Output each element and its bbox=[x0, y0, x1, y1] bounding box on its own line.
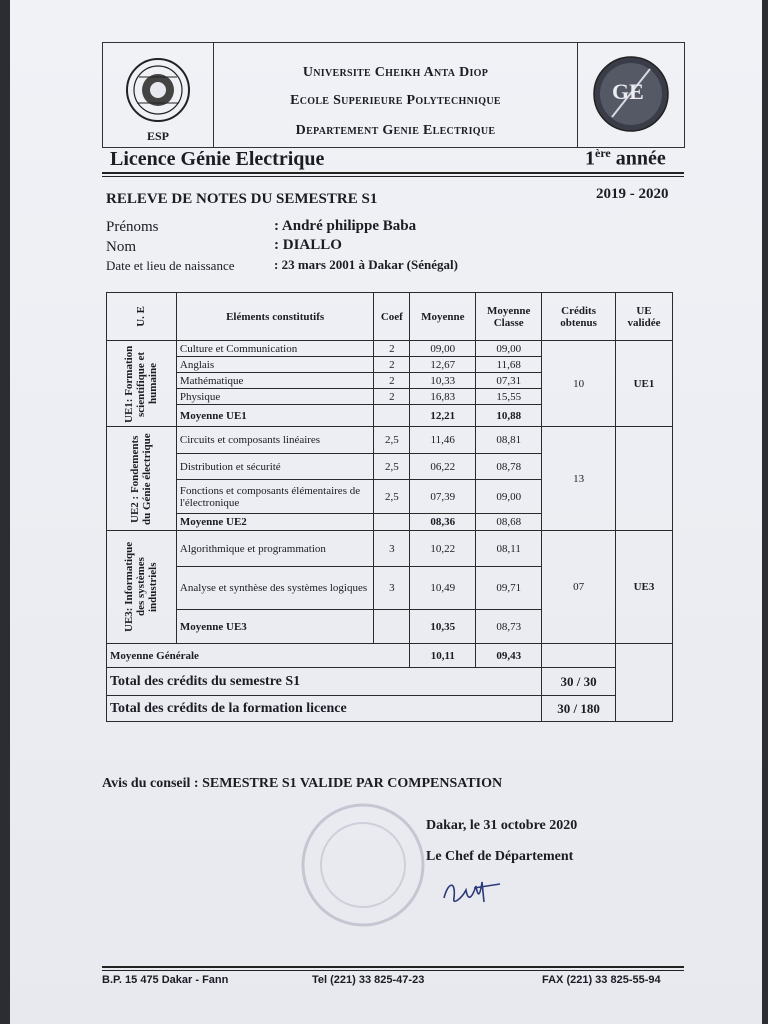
prenoms-value: : André philippe Baba bbox=[274, 218, 417, 234]
document-title: RELEVE DE NOTES DU SEMESTRE S1 bbox=[106, 191, 378, 207]
university-name: Universite Cheikh Anta Diop bbox=[302, 65, 489, 80]
element-cell: Distribution et sécurité bbox=[176, 454, 373, 480]
naissance-value: : 23 mars 2001 à Dakar (Sénégal) bbox=[274, 257, 458, 272]
footer-rule bbox=[102, 966, 684, 968]
moyenne-cell: 10,49 bbox=[410, 567, 476, 610]
moyenne-ue: 08,36 bbox=[410, 514, 476, 531]
stamp-icon bbox=[298, 800, 428, 930]
ue3-validee: UE3 bbox=[616, 531, 673, 644]
moyenne-cell: 06,22 bbox=[410, 454, 476, 480]
moyenne-ue-label: Moyenne UE3 bbox=[176, 610, 373, 644]
ge-logo-cell bbox=[577, 43, 684, 147]
ge-logo-text: GE bbox=[612, 79, 644, 104]
coef-cell bbox=[374, 514, 410, 531]
moyenne-cell: 10,33 bbox=[410, 373, 476, 389]
table-header-row bbox=[107, 293, 673, 341]
year-word: année bbox=[615, 147, 666, 170]
institution-names bbox=[214, 43, 577, 147]
esp-seal-icon bbox=[125, 57, 191, 123]
licence-title: Licence Génie Electrique bbox=[110, 148, 325, 170]
credits-semestre-value: 30 / 30 bbox=[542, 668, 616, 696]
element-cell: Anglais bbox=[176, 357, 373, 373]
naissance-label: Date et lieu de naissance bbox=[106, 258, 235, 273]
col-moyenne: Moyenne bbox=[410, 293, 476, 341]
ue3-credits: 07 bbox=[542, 531, 616, 644]
year-superscript: ère bbox=[595, 146, 611, 160]
coef-cell: 2,5 bbox=[374, 480, 410, 514]
moyenne-cell: 12,67 bbox=[410, 357, 476, 373]
moyenne-cell: 09,00 bbox=[410, 341, 476, 357]
moyenne-cell: 11,46 bbox=[410, 427, 476, 454]
moyenne-ue-classe: 08,73 bbox=[476, 610, 542, 644]
classe-cell: 15,55 bbox=[476, 389, 542, 405]
classe-cell: 09,00 bbox=[476, 341, 542, 357]
moyenne-generale-classe: 09,43 bbox=[476, 644, 542, 668]
ue2-credits: 13 bbox=[542, 427, 616, 531]
department-name: Departement Genie Electrique bbox=[295, 123, 496, 138]
footer-address: B.P. 15 475 Dakar - Fann bbox=[102, 974, 229, 986]
nom-value: : DIALLO bbox=[274, 237, 342, 253]
table-row bbox=[107, 427, 673, 454]
moyenne-ue-label: Moyenne UE2 bbox=[176, 514, 373, 531]
ue1-name-cell: UE1: Formation scientifique et humaine bbox=[107, 341, 177, 427]
footer-fax: FAX (221) 33 825-55-94 bbox=[542, 974, 661, 986]
school-name: Ecole Superieure Polytechnique bbox=[290, 93, 501, 108]
element-cell: Circuits et composants linéaires bbox=[176, 427, 373, 454]
credits-semestre-row bbox=[107, 668, 673, 696]
ue2-name-cell: UE2 : Fondements du Génie électrique bbox=[107, 427, 177, 531]
coef-cell: 2 bbox=[374, 357, 410, 373]
coef-cell: 3 bbox=[374, 567, 410, 610]
credits-licence-label: Total des crédits de la formation licence bbox=[107, 696, 542, 722]
coef-cell: 2 bbox=[374, 373, 410, 389]
credits-licence-value: 30 / 180 bbox=[542, 696, 616, 722]
empty-cell bbox=[616, 644, 673, 722]
transcript-page bbox=[10, 0, 762, 1024]
empty-cell bbox=[542, 644, 616, 668]
col-credits: Crédits obtenus bbox=[542, 293, 616, 341]
esp-logo-cell bbox=[103, 43, 214, 147]
prenoms-label: Prénoms bbox=[106, 219, 159, 235]
moyenne-ue-label: Moyenne UE1 bbox=[176, 405, 373, 427]
year-number: 1 bbox=[585, 147, 595, 170]
element-cell: Mathématique bbox=[176, 373, 373, 389]
moyenne-generale-row bbox=[107, 644, 673, 668]
year-of-study bbox=[585, 146, 666, 171]
nom-label: Nom bbox=[106, 239, 136, 255]
academic-year: 2019 - 2020 bbox=[596, 186, 669, 202]
coef-cell: 2,5 bbox=[374, 454, 410, 480]
header-rule bbox=[102, 172, 684, 174]
moyenne-cell: 16,83 bbox=[410, 389, 476, 405]
ue1-validee: UE1 bbox=[616, 341, 673, 427]
coef-cell: 3 bbox=[374, 531, 410, 567]
col-ue-validee: UE validée bbox=[616, 293, 673, 341]
moyenne-generale-label: Moyenne Générale bbox=[107, 644, 410, 668]
coef-cell bbox=[374, 405, 410, 427]
moyenne-ue: 10,35 bbox=[410, 610, 476, 644]
credits-licence-row bbox=[107, 696, 673, 722]
element-cell: Algorithmique et programmation bbox=[176, 531, 373, 567]
element-cell: Fonctions et composants élémentaires de l'électronique bbox=[176, 480, 373, 514]
header-rule-thin bbox=[102, 176, 684, 177]
element-cell: Analyse et synthèse des systèmes logiques bbox=[176, 567, 373, 610]
credits-semestre-label: Total des crédits du semestre S1 bbox=[107, 668, 542, 696]
ue3-name-cell: UE3: Informatique des systèmes industriels bbox=[107, 531, 177, 644]
moyenne-ue-classe: 08,68 bbox=[476, 514, 542, 531]
header-box bbox=[102, 42, 685, 148]
moyenne-ue-classe: 10,88 bbox=[476, 405, 542, 427]
coef-cell: 2 bbox=[374, 389, 410, 405]
coef-cell: 2 bbox=[374, 341, 410, 357]
moyenne-ue: 12,21 bbox=[410, 405, 476, 427]
footer-rule-thin bbox=[102, 970, 684, 971]
col-ue: U. E bbox=[107, 293, 177, 341]
coef-cell bbox=[374, 610, 410, 644]
grades-table bbox=[106, 292, 673, 722]
classe-cell: 08,78 bbox=[476, 454, 542, 480]
signature-place-date: Dakar, le 31 octobre 2020 bbox=[426, 818, 578, 833]
moyenne-generale: 10,11 bbox=[410, 644, 476, 668]
classe-cell: 08,81 bbox=[476, 427, 542, 454]
coef-cell: 2,5 bbox=[374, 427, 410, 454]
col-elements: Eléments constitutifs bbox=[176, 293, 373, 341]
handwritten-signature-icon bbox=[438, 868, 508, 912]
classe-cell: 08,11 bbox=[476, 531, 542, 567]
classe-cell: 11,68 bbox=[476, 357, 542, 373]
classe-cell: 07,31 bbox=[476, 373, 542, 389]
moyenne-cell: 07,39 bbox=[410, 480, 476, 514]
moyenne-cell: 10,22 bbox=[410, 531, 476, 567]
ue1-credits: 10 bbox=[542, 341, 616, 427]
col-coef: Coef bbox=[374, 293, 410, 341]
classe-cell: 09,00 bbox=[476, 480, 542, 514]
esp-label: ESP bbox=[146, 129, 169, 143]
element-cell: Physique bbox=[176, 389, 373, 405]
footer-tel: Tel (221) 33 825-47-23 bbox=[312, 974, 425, 986]
avis-du-conseil: Avis du conseil : SEMESTRE S1 VALIDE PAR COMPENSATION bbox=[102, 776, 503, 791]
classe-cell: 09,71 bbox=[476, 567, 542, 610]
table-row bbox=[107, 531, 673, 567]
ue2-validee bbox=[616, 427, 673, 531]
element-cell: Culture et Communication bbox=[176, 341, 373, 357]
table-row bbox=[107, 341, 673, 357]
col-moyenne-classe: Moyenne Classe bbox=[476, 293, 542, 341]
signature-role: Le Chef de Département bbox=[426, 849, 574, 864]
